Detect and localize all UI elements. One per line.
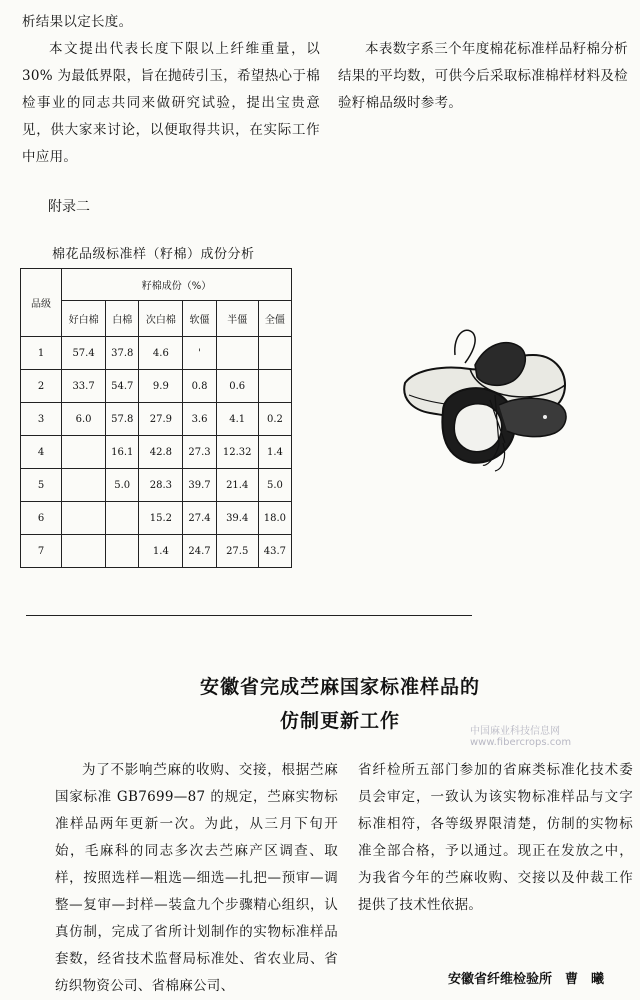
value-cell: 24.7 <box>183 535 216 568</box>
value-cell <box>106 535 139 568</box>
value-cell: 0.6 <box>216 370 258 403</box>
value-cell: 39.4 <box>216 502 258 535</box>
value-cell <box>62 436 106 469</box>
grade-cell: 4 <box>21 436 62 469</box>
value-cell: 15.2 <box>139 502 183 535</box>
column-header: 好白棉 <box>62 301 106 337</box>
column-header: 全僵 <box>258 301 291 337</box>
value-cell: 1.4 <box>258 436 291 469</box>
continued-line: 析结果以定长度。 <box>22 14 133 30</box>
article-right-paragraph: 省纤检所五部门参加的省麻类标准化技术委员会审定，一致认为该实物标准样品与文字标准相符，各等级界限清楚，仿制的实物标准全部合格，予以通过。现正在发放之中，为我省今年的苎麻收购、交接以及仲裁工作提供了技术性依据。 <box>358 762 633 913</box>
column-header: 半僵 <box>216 301 258 337</box>
value-cell: 5.0 <box>106 469 139 502</box>
column-header: 次白棉 <box>139 301 183 337</box>
value-cell: 28.3 <box>139 469 183 502</box>
value-cell <box>62 535 106 568</box>
value-cell: 42.8 <box>139 436 183 469</box>
table-row <box>21 370 292 403</box>
value-cell: 0.2 <box>258 403 291 436</box>
article-title-line1: 安徽省完成苎麻国家标准样品的 <box>199 676 480 698</box>
top-left-column <box>22 9 320 171</box>
value-cell: 27.4 <box>183 502 216 535</box>
value-cell <box>216 337 258 370</box>
grade-cell: 6 <box>21 502 62 535</box>
value-cell: 9.9 <box>139 370 183 403</box>
value-cell: 18.0 <box>258 502 291 535</box>
grade-cell: 1 <box>21 337 62 370</box>
value-cell: 27.3 <box>183 436 216 469</box>
value-cell: 5.0 <box>258 469 291 502</box>
section-divider <box>26 615 472 616</box>
value-cell: 12.32 <box>216 436 258 469</box>
top-left-paragraph: 本文提出代表长度下限以上纤维重量，以 30% 为最低界限，旨在抛砖引玉，希望热心于棉检事业的同志共同来做研究试验，提出宝贵意见，供大家来讨论，以便取得共识，在实际工作中应用。 <box>22 41 320 165</box>
table-row <box>21 469 292 502</box>
value-cell: 33.7 <box>62 370 106 403</box>
value-cell <box>62 469 106 502</box>
value-cell: 37.8 <box>106 337 139 370</box>
grade-header: 品级 <box>21 269 62 337</box>
value-cell: 27.9 <box>139 403 183 436</box>
table-row <box>21 403 292 436</box>
value-cell <box>62 502 106 535</box>
column-header: 软僵 <box>183 301 216 337</box>
column-header-row <box>21 301 292 337</box>
table-caption: 棉花品级标准样（籽棉）成份分析 <box>52 247 255 262</box>
value-cell: 6.0 <box>62 403 106 436</box>
grade-cell: 5 <box>21 469 62 502</box>
value-cell: 4.1 <box>216 403 258 436</box>
table-row <box>21 502 292 535</box>
cotton-grade-table <box>20 268 292 568</box>
value-cell <box>106 502 139 535</box>
value-cell: 57.8 <box>106 403 139 436</box>
appendix-label: 附录二 <box>48 199 90 215</box>
table-row <box>21 436 292 469</box>
value-cell: 0.8 <box>183 370 216 403</box>
value-cell: 39.7 <box>183 469 216 502</box>
grade-cell: 3 <box>21 403 62 436</box>
value-cell: 1.4 <box>139 535 183 568</box>
column-header: 白棉 <box>106 301 139 337</box>
table-body <box>21 337 292 568</box>
grade-cell: 2 <box>21 370 62 403</box>
shoe-illustration <box>395 325 575 475</box>
table-row <box>21 337 292 370</box>
author-signature: 安徽省纤维检验所 曹 曦 <box>448 972 605 987</box>
top-right-paragraph: 本表数字系三个年度棉花标准样品籽棉分析结果的平均数，可供今后采取标准棉样材料及检验籽棉品级时参考。 <box>338 41 628 111</box>
value-cell <box>258 370 291 403</box>
value-cell: 4.6 <box>139 337 183 370</box>
watermark: 中国麻业科技信息网 www.fibercrops.com <box>470 726 572 748</box>
table-row <box>21 535 292 568</box>
value-cell: 27.5 <box>216 535 258 568</box>
value-cell: 21.4 <box>216 469 258 502</box>
composition-header: 籽棉成份（%） <box>62 269 292 301</box>
value-cell: 57.4 <box>62 337 106 370</box>
value-cell: 54.7 <box>106 370 139 403</box>
article-title-line2: 仿制更新工作 <box>279 710 400 732</box>
value-cell: 3.6 <box>183 403 216 436</box>
value-cell <box>258 337 291 370</box>
value-cell: 43.7 <box>258 535 291 568</box>
article-left-paragraph: 为了不影响苎麻的收购、交接，根据苎麻国家标准 GB7699—87 的规定，苎麻实物标准样品两年更新一次。为此，从三月下旬开始，毛麻科的同志多次去苎麻产区调查、取样，按照选样—粗选—细选—扎把—预审—调整—复审—封样—装盒九个步骤精心组织，认真仿制，完成了省所计划制作的实物标准样品套数，经省技术监督局标准处、省农业局、省纺织物资公司、省棉麻公司、 <box>55 762 338 994</box>
value-cell: 16.1 <box>106 436 139 469</box>
value-cell: ' <box>183 337 216 370</box>
grade-cell: 7 <box>21 535 62 568</box>
